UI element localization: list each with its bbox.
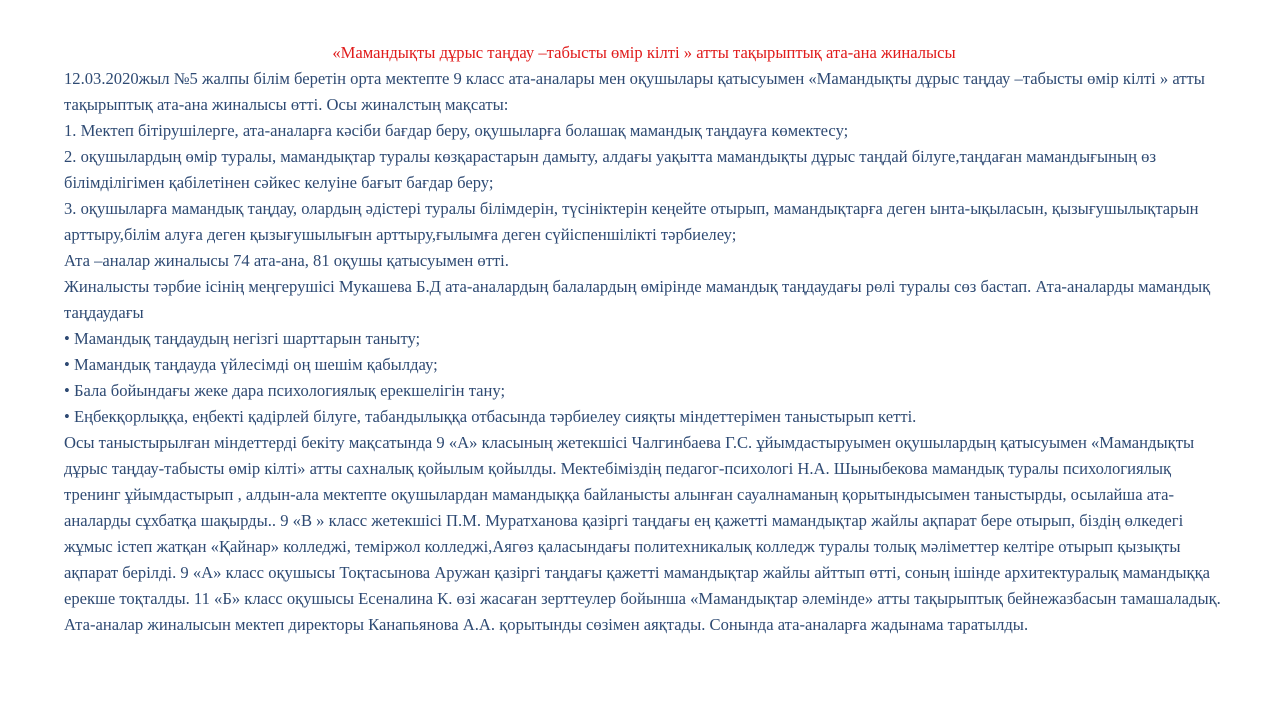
- bullet-item-3: • Бала бойындағы жеке дара психологиялық ерекшелігін тану;: [64, 381, 506, 400]
- intro-paragraph: 12.03.2020жыл №5 жалпы білім беретін орта мектепте 9 класс ата-аналары мен оқушылары қатысуымен «Мамандықты дұрыс таңдау –табысты өмір кілті » атты тақырыптық ата-ана жиналысы өтті. Осы жиналстың мақсаты:: [64, 69, 1205, 114]
- goal-item-3: 3. оқушыларға мамандық таңдау, олардың әдістері туралы білімдерін, түсініктерін кеңейте отырып, мамандықтарға деген ынта-ықыласын, қызығушылықтарын арттыру,білім алуға деген қызығушылығын арттыру,ғылымға деген сүйіспеншілікті тәрбиелеу;: [64, 199, 1199, 244]
- slide-content: [64, 40, 1224, 638]
- goal-item-2: 2. оқушылардың өмір туралы, мамандықтар туралы көзқарастарын дамыту, алдағы уақытта мамандықты дұрыс таңдай білуге,таңдаған мамандығының өз білімділігімен қабілетінен сәйкес келуіне бағыт бағдар беру;: [64, 147, 1157, 192]
- bullet-item-1: • Мамандық таңдаудың негізгі шарттарын таныту;: [64, 329, 421, 348]
- bullet-item-2: • Мамандық таңдауда үйлесімді оң шешім қабылдау;: [64, 355, 438, 374]
- goal-item-1: 1. Мектеп бітірушілерге, ата-аналарға кәсіби бағдар беру, оқушыларға болашақ мамандық таңдауға көмектесу;: [64, 121, 849, 140]
- slide-title: «Мамандықты дұрыс таңдау –табысты өмір кілті » атты тақырыптық ата-ана жиналысы: [332, 43, 956, 62]
- summary-paragraph: Осы таныстырылған міндеттерді бекіту мақсатында 9 «А» класының жетекшісі Чалгинбаева Г.С. ұйымдастыруымен оқушылардың қатысуымен «Мамандықты дұрыс таңдау-табысты өмір кілті» атты сахналық қойылым қойылды. Мектебіміздің педагог-психологі Н.А. Шыныбекова мамандық туралы психологиялық тренинг ұйымдастырып , алдын-ала мектепте оқушылардан мамандыққа байланысты алынған сауалнаманың қорытындысымен таныстырды, осылайша ата-аналарды сұхбатқа шақырды.. 9 «В » класс жетекшісі П.М. Муратханова қазіргі таңдағы ең қажетті мамандықтар жайлы ақпарат бере отырып, біздің өлкедегі жұмыс істеп жатқан «Қайнар» колледжі, теміржол колледжі,Аягөз қаласындағы политехникалық колледж туралы толық мәліметтер келтіре отырып қызықты ақпарат берілді. 9 «А» класс оқушысы Тоқтасынова Аружан қазіргі таңдағы қажетті мамандықтар жайлы айттып өтті, соның ішінде архитектуралық мамандыққа ерекше тоқталды. 11 «Б» класс оқушысы Есеналина К. өзі жасаған зерттеулер бойынша «Мамандықтар әлемінде» атты тақырыптық бейнежазбасын тамашаладық. Ата-аналар жиналысын мектеп директоры Канапьянова А.А. қорытынды сөзімен аяқтады. Сонында ата-аналарға жадынама таратылды.: [64, 433, 1221, 634]
- opening-paragraph: Жиналысты тәрбие ісінің меңгерушісі Мукашева Б.Д ата-аналардың балалардың өмірінде мамандық таңдаудағы рөлі туралы сөз бастап. Ата-аналарды мамандық таңдаудағы: [64, 277, 1211, 322]
- attendance-paragraph: Ата –аналар жиналысы 74 ата-ана, 81 оқушы қатысуымен өтті.: [64, 251, 509, 270]
- bullet-item-4: • Еңбекқорлыққа, еңбекті қадірлей білуге, табандылыққа отбасында тәрбиелеу сияқты міндеттерімен таныстырып кетті.: [64, 407, 917, 426]
